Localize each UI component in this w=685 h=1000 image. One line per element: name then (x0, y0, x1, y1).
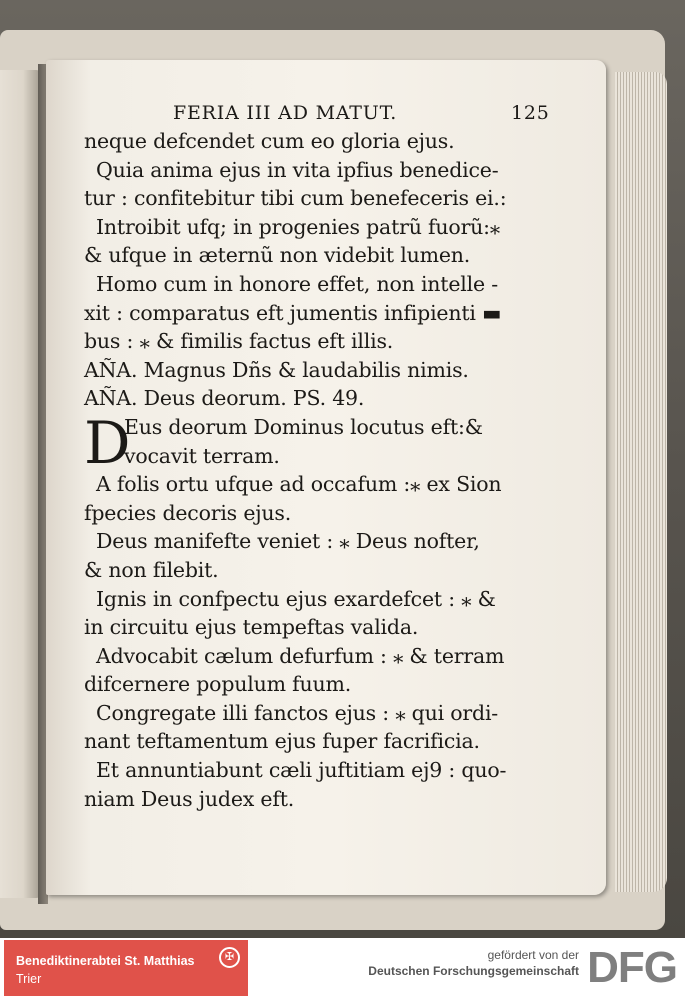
text-line: Et annuntiabunt cæli juftitiam ej9 : quo- (96, 758, 507, 783)
text-line: Ignis in confpectu ejus exardefcet : ⁎ & (96, 586, 496, 611)
institution-city: Trier (16, 972, 42, 986)
text-line: in circuitu ejus tempeftas valida. (84, 615, 419, 640)
antiphon-line: AÑA. Magnus Dñs & laudabilis nimis. (84, 357, 469, 382)
left-page-edge (0, 70, 42, 898)
footer-bar (0, 938, 685, 1000)
text-line: Eus deorum Dominus locutus eft:& (124, 414, 483, 439)
text-line: tur : confitebitur tibi cum benefeceris ei.: (84, 186, 507, 211)
antiphon-line: AÑA. Deus deorum. PS. 49. (84, 386, 365, 411)
text-line: niam Deus judex eft. (84, 786, 295, 811)
text-line: Quia anima ejus in vita ipfius benedice- (96, 157, 499, 182)
institution-name: Benediktinerabtei St. Matthias (16, 954, 195, 968)
funding-line-1: gefördert von der (487, 948, 579, 962)
page-text (84, 100, 599, 813)
running-title: FERIA III AD MATUT. (173, 102, 398, 124)
funding-line-2: Deutschen Forschungsgemeinschaft (368, 964, 579, 978)
psalm-opening (84, 408, 599, 477)
institution-badge[interactable] (4, 940, 248, 996)
page-header (84, 100, 599, 127)
dfg-logo[interactable]: DFG (587, 943, 677, 992)
page-stack-edges (615, 72, 667, 892)
text-line: Advocabit cælum defurfum : ⁎ & terram (96, 643, 505, 668)
text-line: xit : comparatus eft jumentis infipienti ▬ (84, 300, 502, 325)
text-line: Introibit ufq; in progenies patrũ fuorũ:⁎ (96, 214, 500, 239)
book-page (46, 60, 606, 895)
text-line: nant teftamentum ejus fuper facrificia. (84, 729, 480, 754)
text-line: vocavit terram. (124, 443, 280, 468)
text-line: neque defcendet cum eo gloria ejus. (84, 129, 455, 153)
text-line: Homo cum in honore effet, non intelle - (96, 271, 498, 296)
text-line: & non filebit. (84, 557, 219, 582)
text-line: & ufque in æternũ non videbit lumen. (84, 243, 471, 268)
abbey-seal-icon: ✠ (219, 947, 240, 968)
text-line: bus : ⁎ & fimilis factus eft illis. (84, 329, 394, 354)
funding-note (368, 947, 579, 979)
text-line: difcernere populum fuum. (84, 672, 352, 697)
text-line: A folis ortu ufque ad occafum :⁎ ex Sion (96, 472, 502, 497)
text-line: Deus manifefte veniet : ⁎ Deus nofter, (96, 529, 480, 554)
page-number: 125 (511, 102, 550, 124)
text-line: Congregate illi fanctos ejus : ⁎ qui ordi- (96, 700, 499, 725)
text-line: fpecies decoris ejus. (84, 500, 292, 525)
drop-cap: D (84, 408, 131, 477)
